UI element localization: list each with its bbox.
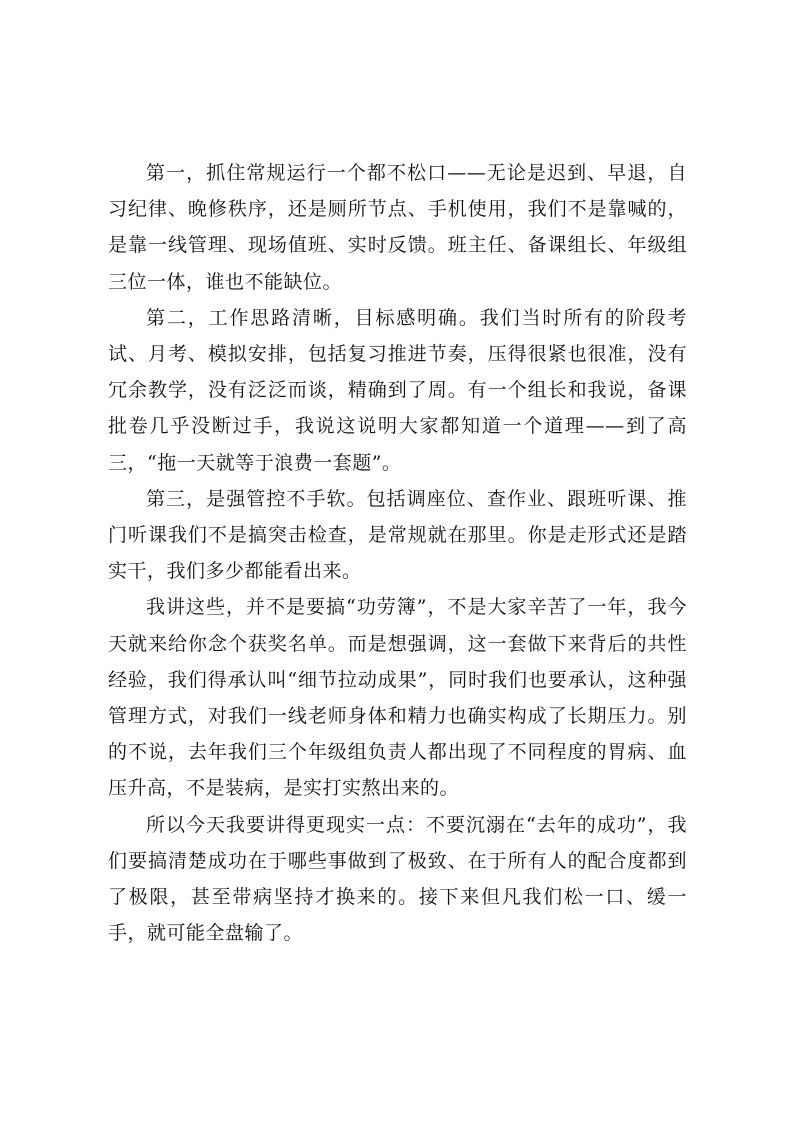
paragraph-5: 所以今天我要讲得更现实一点：不要沉溺在“去年的成功”，我们要搞清楚成功在于哪些事做到了极致、在于所有人的配合度都到了极限，甚至带病坚持才换来的。接下来但凡我们松一口、缓一手，就可能全盘输了。	[108, 813, 687, 945]
paragraph-4: 我讲这些，并不是要搞“功劳簿”，不是大家辛苦了一年，我今天就来给你念个获奖名单。而是想强调，这一套做下来背后的共性经验，我们得承认叫“细节拉动成果”，同时我们也要承认，这种强管理方式，对我们一线老师身体和精力也确实构成了长期压力。别的不说，去年我们三个年级组负责人都出现了不同程度的胃病、血压升高，不是装病，是实打实熬出来的。	[108, 596, 687, 800]
paragraph-3: 第三，是强管控不手软。包括调座位、查作业、跟班听课、推门听课我们不是搞突击检查，是常规就在那里。你是走形式还是踏实干，我们多少都能看出来。	[108, 487, 687, 583]
document-body	[108, 155, 687, 951]
paragraph-1: 第一，抓住常规运行一个都不松口——无论是迟到、早退，自习纪律、晚修秩序，还是厕所节点、手机使用，我们不是靠喊的，是靠一线管理、现场值班、实时反馈。班主任、备课组长、年级组三位一体，谁也不能缺位。	[108, 162, 687, 293]
paragraph-2: 第二，工作思路清晰，目标感明确。我们当时所有的阶段考试、月考、模拟安排，包括复习推进节奏，压得很紧也很准，没有冗余教学，没有泛泛而谈，精确到了周。有一个组长和我说，备课批卷几乎没断过手，我说这说明大家都知道一个道理——到了高三，“拖一天就等于浪费一套题”。	[108, 306, 687, 474]
